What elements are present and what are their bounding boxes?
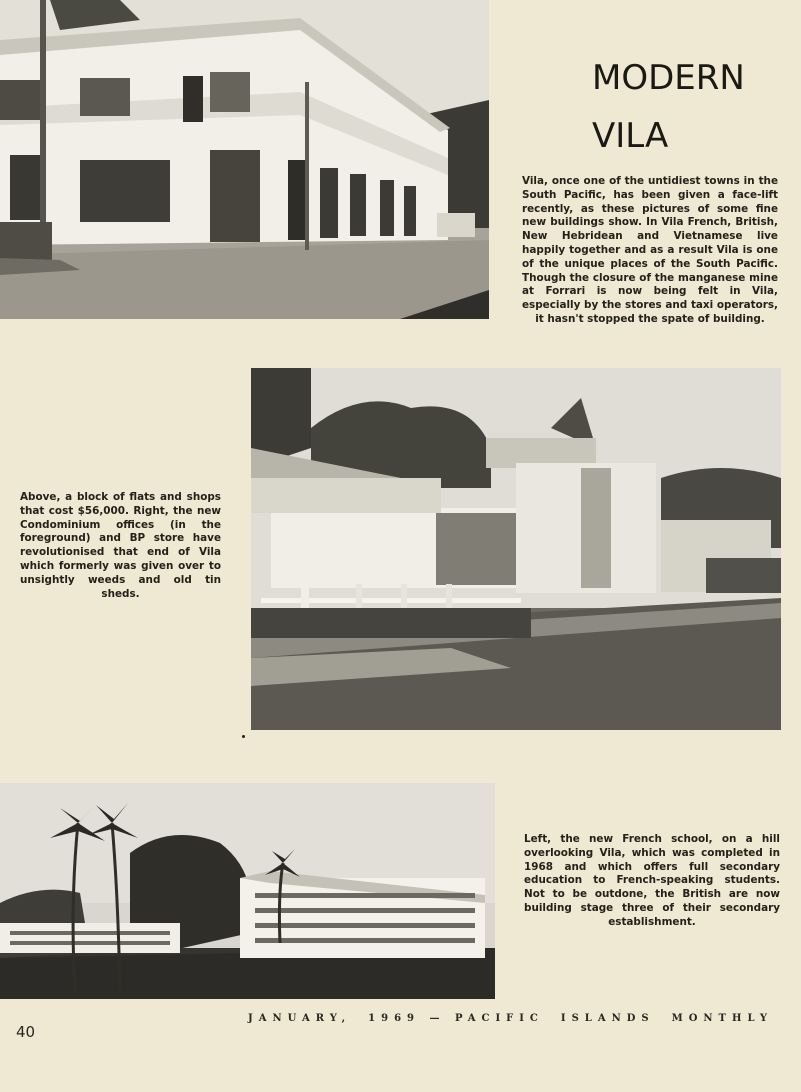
intro-paragraph: Vila, once one of the untidiest towns in the South Pacific, has been given a face-lift recently, as these pictures of some fine new buildings show. In Vila French, British, New Hebridean and Vietnamese live happily together and as a result Vila is one of the unique places of the South Pacific. Though the closure of the manganese mine at Forrari is now being felt in Vila, especially by the stores and taxi operators, it hasn't stopped the spate of building. bbox=[522, 175, 778, 325]
headline-vila: VILA bbox=[592, 116, 669, 156]
photo-condominium-offices bbox=[251, 368, 781, 730]
caption-french-school: Left, the new French school, on a hill overlooking Vila, which was completed in 1968 and which offers full secondary education to French-speaking students. Not to be outdone, the British are now building stage three of their secondary establishment. bbox=[524, 833, 780, 928]
footer-monthly: MONTHLY bbox=[671, 1013, 773, 1024]
decorative-dot bbox=[242, 735, 245, 738]
headline-modern: MODERN bbox=[592, 58, 745, 98]
photo-flats-and-shops bbox=[0, 0, 489, 319]
footer-month: JANUARY, bbox=[248, 1013, 352, 1024]
running-footer bbox=[248, 1013, 773, 1024]
photo-french-school bbox=[0, 783, 495, 999]
footer-year-publication: 1969 — PACIFIC bbox=[368, 1013, 544, 1024]
page-number: 40 bbox=[16, 1023, 36, 1041]
footer-islands: ISLANDS bbox=[560, 1013, 655, 1024]
caption-flats-and-condominium: Above, a block of flats and shops that cost $56,000. Right, the new Condominium offices (in the foreground) and BP store have revolutionised that end of Vila which formerly was given over to unsightly weeds and old tin sheds. bbox=[20, 491, 221, 600]
